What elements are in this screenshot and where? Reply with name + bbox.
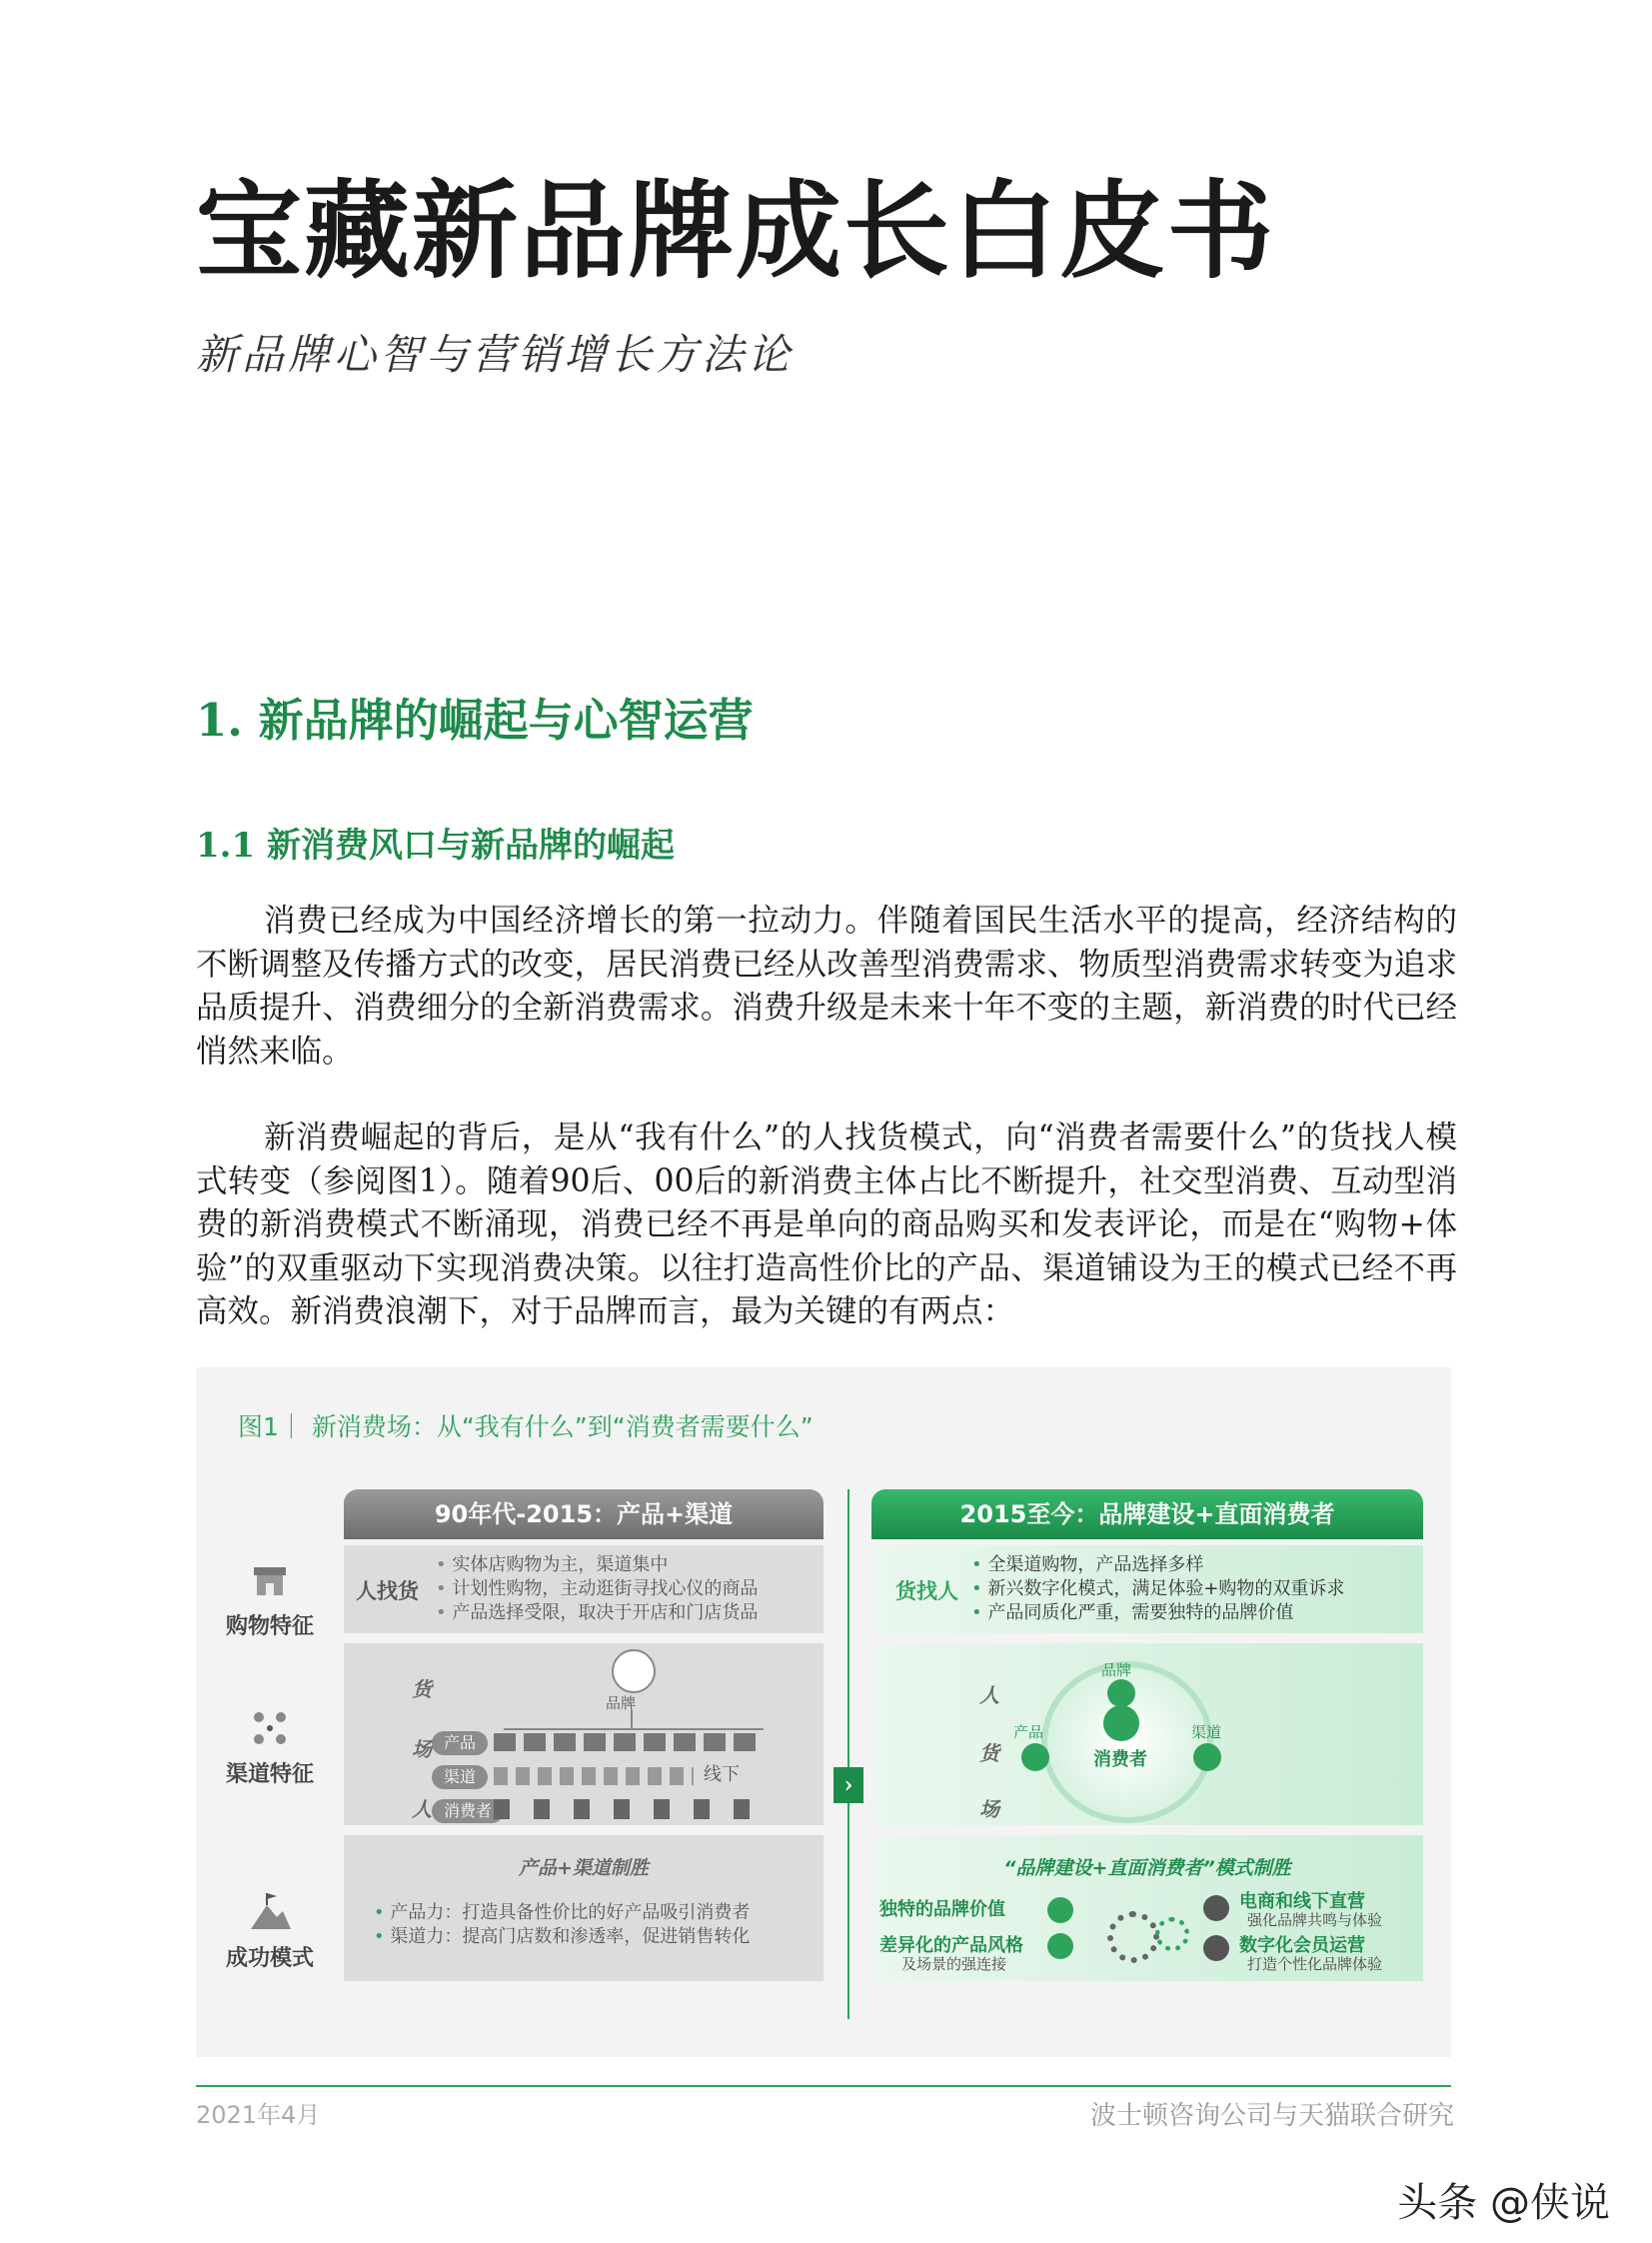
- bullet-item: • 产品选择受限，取决于开店和门店货品: [436, 1601, 758, 1625]
- vertical-char: 场: [979, 1797, 999, 1821]
- vertical-char: 人: [979, 1683, 999, 1707]
- footer-date: 2021年4月: [196, 2101, 321, 2129]
- bullet-item: • 实体店购物为主，渠道集中: [436, 1553, 758, 1577]
- vertical-char: 货: [979, 1741, 999, 1765]
- bullet-item: • 计划性购物，主动逛街寻找心仪的商品: [436, 1577, 758, 1601]
- figure-caption: 图1｜ 新消费场：从“我有什么”到“消费者需要什么”: [238, 1412, 814, 1441]
- brand-tag-icon: [1107, 1679, 1135, 1707]
- vertical-char: 场: [412, 1737, 432, 1761]
- consumer-head-icon: [1103, 1705, 1139, 1741]
- tag-icon: [1047, 1897, 1073, 1923]
- consumer-label: 消费者: [1093, 1749, 1147, 1770]
- shirt-icon: [1047, 1933, 1073, 1959]
- row-label-shopping: [196, 1559, 344, 1640]
- bullet-item: • 新兴数字化模式，满足体验+购物的双重诉求: [971, 1577, 1344, 1601]
- chevron-right-icon: ›: [833, 1767, 863, 1803]
- shirt-icon: [1021, 1743, 1049, 1771]
- offline-label: 线下: [704, 1764, 740, 1785]
- consumer-figures: [494, 1799, 764, 1819]
- vertical-char: 人: [412, 1797, 432, 1821]
- left-success-title: 产品+渠道制胜: [519, 1857, 649, 1879]
- digital-membership-item: 数字化会员运营: [1239, 1935, 1365, 1956]
- product-label: 产品: [1013, 1723, 1044, 1741]
- people-find-goods-label: 人找货: [356, 1579, 419, 1603]
- product-boxes: [494, 1733, 764, 1751]
- footer-organization: 波士顿咨询公司与天猫联合研究: [1089, 2101, 1454, 2131]
- document-subtitle: 新品牌心智与营销增长方法论: [196, 330, 795, 379]
- network-icon: [1203, 1935, 1229, 1961]
- row-label-text: 渠道特征: [225, 1762, 314, 1787]
- body-paragraph-2: 新消费崛起的背后，是从“我有什么”的人找货模式，向“消费者需要什么”的货找人模式转变（参阅图1）。随着90后、00后的新消费主体占比不断提升，社交型消费、互动型消费的新消费模式不断涌现，消费已经不再是单向的商品购买和发表评论，而是在“购物+体验”的双重驱动下实现消费决策。以往打造高性价比的产品、渠道铺设为王的模式已经不再高效。新消费浪潮下，对于品牌而言，最为关键的有两点：: [196, 1120, 1457, 1329]
- row-label-success: [196, 1891, 344, 1972]
- right-shopping-cell: [871, 1545, 1423, 1633]
- row-label-channel: [196, 1707, 344, 1788]
- body-paragraph-1: 消费已经成为中国经济增长的第一拉动力。伴随着国民生活水平的提高，经济结构的不断调整及传播方式的改变，居民消费已经从改善型消费需求、物质型消费需求转变为追求品质提升、消费细分的全新消费需求。消费升级是未来十年不变的主题，新消费的时代已经悄然来临。: [196, 903, 1457, 1070]
- product-style-item: 差异化的产品风格: [879, 1935, 1023, 1956]
- left-era-header: 90年代-2015：产品+渠道: [344, 1489, 824, 1539]
- brand-label: 品牌: [606, 1694, 637, 1712]
- right-success-cell: [871, 1835, 1423, 1981]
- watermark: 头条 @侠说: [1397, 2180, 1610, 2226]
- network-icon: [1193, 1743, 1221, 1771]
- channel-stores: [494, 1767, 694, 1785]
- bullet-item: • 全渠道购物，产品选择多样: [971, 1553, 1344, 1577]
- left-shopping-bullets: [436, 1553, 758, 1625]
- figure-1: [196, 1367, 1451, 2057]
- left-success-bullets: [374, 1901, 750, 1949]
- network-icon: [249, 1707, 291, 1749]
- footer-divider: [196, 2085, 1451, 2087]
- row-label-text: 购物特征: [225, 1614, 314, 1639]
- channel-label: 渠道: [1191, 1723, 1222, 1741]
- network-icon: [1203, 1895, 1229, 1921]
- goods-find-people-label: 货找人: [895, 1579, 958, 1603]
- gear-icon: [1155, 1917, 1189, 1951]
- right-shopping-bullets: [971, 1553, 1344, 1625]
- left-success-cell: [344, 1835, 824, 1981]
- scene-connection-item: 及场景的强连接: [901, 1955, 1007, 1973]
- bullet-item: • 产品力：打造具备性价比的好产品吸引消费者: [374, 1901, 750, 1925]
- right-success-title: “品牌建设+直面消费者”模式制胜: [1003, 1857, 1291, 1879]
- ecommerce-direct-item: 电商和线下直营: [1239, 1891, 1365, 1912]
- product-tag: 产品: [432, 1731, 488, 1755]
- store-icon: [249, 1559, 291, 1601]
- subsection-heading: 1.1 新消费风口与新品牌的崛起: [196, 826, 675, 866]
- brand-value-item: 独特的品牌价值: [879, 1899, 1005, 1920]
- vertical-char: 货: [412, 1677, 432, 1701]
- document-title: 宝藏新品牌成长白皮书: [196, 168, 1275, 293]
- section-heading: 1. 新品牌的崛起与心智运营: [196, 694, 754, 747]
- digital-membership-sub: 打造个性化品牌体验: [1247, 1955, 1383, 1973]
- row-label-text: 成功模式: [225, 1946, 314, 1971]
- ecommerce-direct-sub: 强化品牌共鸣与体验: [1247, 1911, 1383, 1929]
- mountain-flag-icon: [249, 1891, 291, 1933]
- channel-tag: 渠道: [432, 1765, 488, 1789]
- brand-label: 品牌: [1101, 1661, 1132, 1679]
- bullet-item: • 产品同质化严重，需要独特的品牌价值: [971, 1601, 1344, 1625]
- bullet-item: • 渠道力：提高门店数和渗透率，促进销售转化: [374, 1925, 750, 1949]
- gear-icon: [1107, 1911, 1159, 1963]
- brand-tag-icon: [612, 1649, 656, 1693]
- era-divider: [847, 1489, 849, 2019]
- consumer-tag: 消费者: [432, 1799, 504, 1823]
- right-era-header: 2015至今：品牌建设+直面消费者: [871, 1489, 1423, 1539]
- left-channel-cell: [344, 1643, 824, 1825]
- right-channel-cell: [871, 1643, 1423, 1825]
- left-shopping-cell: [344, 1545, 824, 1633]
